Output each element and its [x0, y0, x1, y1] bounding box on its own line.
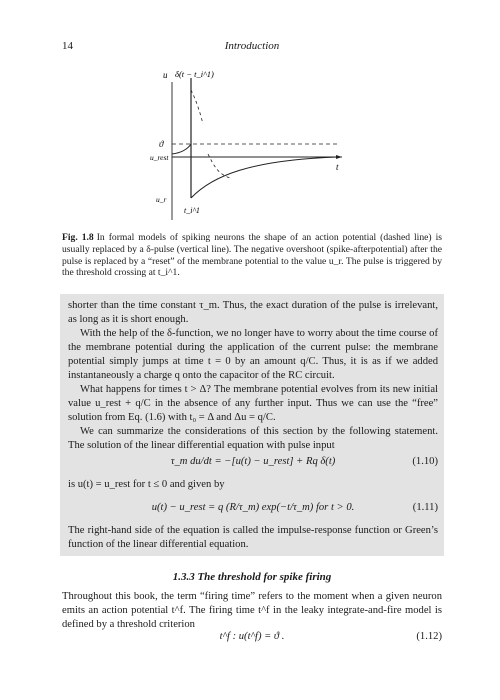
equation-1-10-number: (1.10) — [412, 456, 438, 467]
t-fire-label: t_i^1 — [184, 206, 200, 215]
caption-text: In formal models of spiking neurons the shape of an action potential (dashed line) is usually replaced by a δ-pulse (vertical line). The negative overshoot (spike-afterpotential) after the pulse is replaced by a “reset” of the membrane potential to the value u_r. The pulse is triggered by the threshold crossing at t_i^1. — [62, 232, 442, 279]
shaded-paragraph-5: is u(t) = u_rest for t ≤ 0 and given by — [68, 479, 225, 490]
delta-label: δ(t − t_i^1) — [175, 69, 214, 79]
figure-1-8 — [150, 60, 350, 228]
shaded-paragraph-1: shorter than the time constant τ_m. Thus, the exact duration of the pulse is irrelevant, as long as it is short enough. — [68, 300, 438, 325]
action-potential-dashed — [191, 90, 203, 124]
running-title: Introduction — [224, 40, 280, 52]
equation-1-10-expr: τ_m du/dt = −[u(t) − u_rest] + Rq δ(t) — [170, 456, 336, 467]
caption-label: Fig. 1.8 — [62, 232, 94, 243]
equation-1-10 — [68, 453, 438, 475]
figure-caption — [62, 232, 442, 279]
shaded-paragraph-4: We can summarize the considerations of this section by the following statement. The solution of the linear differential equation with pulse input — [68, 426, 438, 451]
reset-recovery-curve — [191, 157, 338, 198]
body-paragraph-1: Throughout this book, the term “firing time” refers to the moment when a given neuron emits an action potential t^f. The firing time t^f in the leaky integrate-and-fire model is defined by a threshold criterion — [62, 591, 442, 630]
u-r-label: u_r — [156, 195, 167, 204]
page-number: 14 — [62, 40, 73, 52]
equation-1-11-expr: u(t) − u_rest = q (R/τ_m) exp(−t/τ_m) for t > 0. — [151, 502, 355, 513]
equation-1-12-expr: t^f : u(t^f) = ϑ . — [219, 631, 285, 642]
section-heading: 1.3.3 The threshold for spike firing — [172, 571, 332, 583]
equation-1-11-number: (1.11) — [412, 502, 438, 513]
t-axis-label: t — [336, 162, 339, 172]
shaded-paragraph-3: What happens for times t > Δ? The membrane potential evolves from its new initial value u_rest + q/C in the absence of any further input. Thus we can use the “free” solution from Eq. (1.6) with t₀ = Δ and Δu = q/C. — [68, 384, 438, 423]
figure-svg — [150, 60, 350, 228]
u-rest-label: u_rest — [150, 153, 169, 162]
equation-1-11 — [68, 499, 438, 521]
theta-label: ϑ — [159, 139, 164, 149]
equation-1-12 — [62, 628, 442, 650]
page-header — [62, 40, 442, 54]
equation-1-12-number: (1.12) — [416, 631, 442, 642]
u-axis-label: u — [163, 70, 168, 80]
shaded-paragraph-2: With the help of the δ-function, we no longer have to worry about the time course of the membrane potential during the application of the current pulse: the membrane potential simply jumps at time t = 0 by an amount q/C. Thus, it is as if we added instantaneously a charge q onto the capacitor of the RC circuit. — [68, 328, 438, 381]
membrane-rise-curve — [172, 144, 191, 154]
shaded-paragraph-6: The right-hand side of the equation is called the impulse-response function or Green’s function of the linear differential equation. — [68, 525, 438, 550]
